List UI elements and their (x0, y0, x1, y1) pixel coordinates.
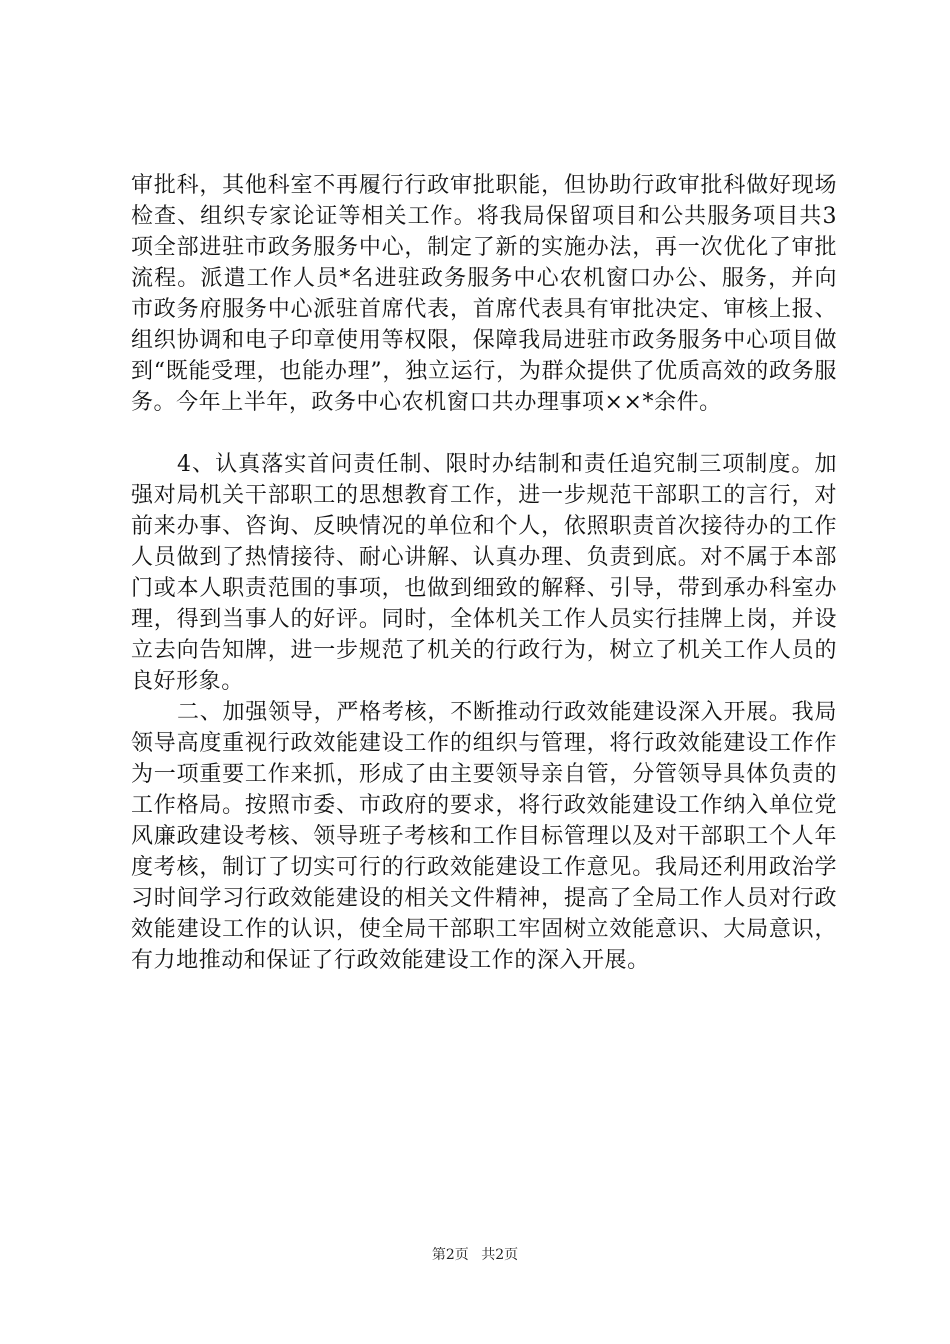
paragraph-item-4: 4、认真落实首问责任制、限时办结制和责任追究制三项制度。加强对局机关干部职工的思想教育工作，进一步规范干部职工的言行，对前来办事、咨询、反映情况的单位和个人，依照职责首次接待办的工作人员做到了热情接待、耐心讲解、认真办理、负责到底。对不属于本部门或本人职责范围的事项，也做到细致的解释、引导，带到承办科室办理，得到当事人的好评。同时，全体机关工作人员实行挂牌上岗，并设立去向告知牌，进一步规范了机关的行政行为，树立了机关工作人员的良好形象。 (131, 452, 837, 694)
document-body (131, 170, 837, 976)
page-footer (0, 1245, 950, 1265)
page-number: 第2页 (431, 1247, 469, 1263)
paragraph-section-2: 二、加强领导，严格考核，不断推动行政效能建设深入开展。我局领导高度重视行政效能建设工作的组织与管理，将行政效能建设工作作为一项重要工作来抓，形成了由主要领导亲自管，分管领导具体负责的工作格局。按照市委、市政府的要求，将行政效能建设工作纳入单位党风廉政建设考核、领导班子考核和工作目标管理以及对干部职工个人年度考核，制订了切实可行的行政效能建设工作意见。我局还利用政治学习时间学习行政效能建设的相关文件精神，提高了全局工作人员对行政效能建设工作的认识，使全局干部职工牢固树立效能意识、大局意识，有力地推动和保证了行政效能建设工作的深入开展。 (131, 700, 837, 973)
paragraph-spacer (131, 418, 837, 449)
paragraph-continuation: 审批科，其他科室不再履行行政审批职能，但协助行政审批科做好现场检查、组织专家论证等相关工作。将我局保留项目和公共服务项目共3项全部进驻市政务服务中心，制定了新的实施办法，再一次优化了审批流程。派遣工作人员*名进驻政务服务中心农机窗口办公、服务，并向市政务府服务中心派驻首席代表，首席代表具有审批决定、审核上报、组织协调和电子印章使用等权限，保障我局进驻市政务服务中心项目做到“既能受理，也能办理”，独立运行，为群众提供了优质高效的政务服务。今年上半年，政务中心农机窗口共办理事项××*余件。 (131, 173, 837, 415)
page-total: 共2页 (481, 1247, 519, 1263)
